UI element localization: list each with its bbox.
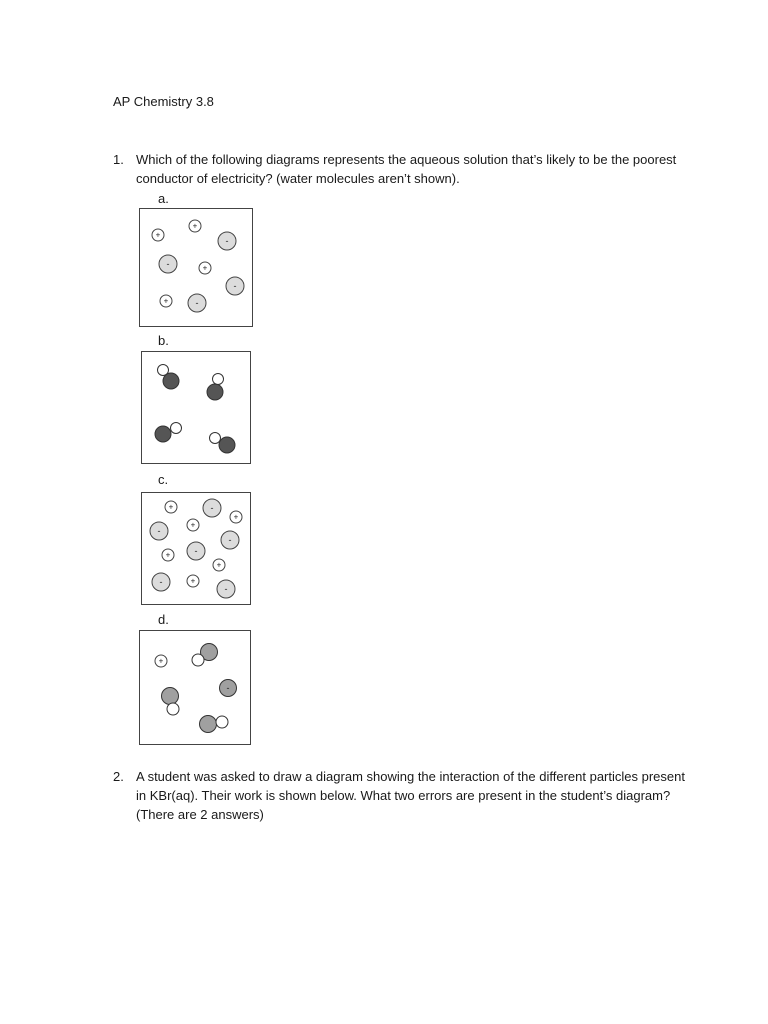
anion <box>150 522 168 540</box>
page-title: AP Chemistry 3.8 <box>113 94 214 109</box>
cation <box>187 575 199 587</box>
diagram-a <box>139 208 254 328</box>
svg-text:-: - <box>228 535 232 545</box>
cation <box>155 655 167 667</box>
question-1 <box>113 150 703 190</box>
svg-text:+: + <box>163 296 169 306</box>
diagram-b <box>141 351 252 466</box>
anion <box>221 531 239 549</box>
svg-text:-: - <box>225 236 229 246</box>
option-label-a: a. <box>158 191 169 206</box>
option-label-c: c. <box>158 472 169 487</box>
svg-text:+: + <box>216 560 222 570</box>
diagram-d <box>139 630 252 747</box>
svg-text:+: + <box>168 502 174 512</box>
cation <box>187 519 199 531</box>
svg-text:-: - <box>194 546 198 556</box>
svg-text:+: + <box>233 512 239 522</box>
anion <box>203 499 221 517</box>
anion <box>218 232 236 250</box>
svg-text:-: - <box>226 683 230 693</box>
svg-text:-: - <box>166 259 170 269</box>
diagram-c <box>141 492 252 607</box>
question-text: Which of the following diagrams represents the aqueous solution that’s likely to be the poorest conductor of electricity? (water molecules aren’t shown). <box>136 152 677 186</box>
question-text: A student was asked to draw a diagram showing the interaction of the different particles present in KBr(aq). Their work is shown below. What two errors are present in the student’s diagram? (There are 2 answers) <box>136 769 685 822</box>
svg-text:-: - <box>195 298 199 308</box>
anion <box>217 580 235 598</box>
anion <box>159 255 177 273</box>
cation <box>165 501 177 513</box>
svg-text:+: + <box>192 221 198 231</box>
anion <box>226 277 244 295</box>
svg-text:+: + <box>155 230 161 240</box>
svg-text:+: + <box>158 656 164 666</box>
svg-text:+: + <box>190 520 196 530</box>
question-2 <box>113 767 703 827</box>
cation <box>213 559 225 571</box>
anion <box>220 680 237 697</box>
anion <box>187 542 205 560</box>
svg-text:+: + <box>202 263 208 273</box>
cation <box>199 262 211 274</box>
svg-text:-: - <box>159 577 163 587</box>
svg-text:-: - <box>210 503 214 513</box>
anion <box>152 573 170 591</box>
cation <box>189 220 201 232</box>
option-label-b: b. <box>158 333 169 348</box>
svg-text:-: - <box>233 281 237 291</box>
cation <box>162 549 174 561</box>
anion <box>188 294 206 312</box>
svg-text:+: + <box>165 550 171 560</box>
option-label-d: d. <box>158 612 169 627</box>
cation <box>160 295 172 307</box>
svg-text:-: - <box>157 526 161 536</box>
cation <box>152 229 164 241</box>
svg-text:-: - <box>224 584 228 594</box>
question-number: 1. <box>113 152 124 167</box>
svg-text:+: + <box>190 576 196 586</box>
cation <box>230 511 242 523</box>
question-number: 2. <box>113 769 124 784</box>
